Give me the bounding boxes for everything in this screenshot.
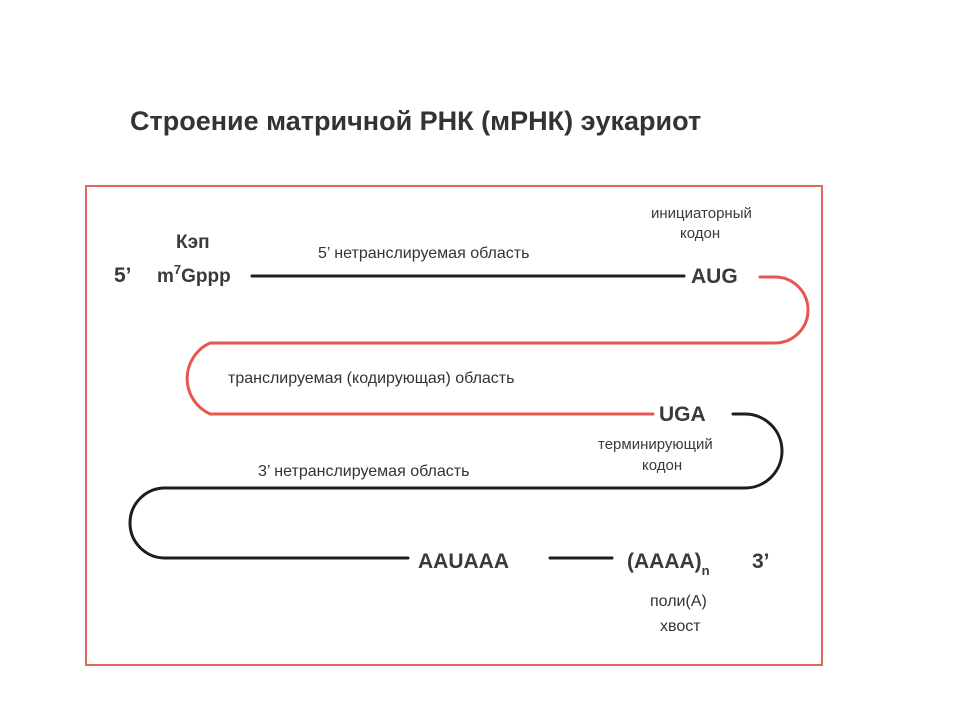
polyadenylation-signal-label: AAUAAA [418, 550, 509, 573]
cap-structure-label [157, 262, 231, 287]
three-prime-label: 3’ [752, 550, 770, 573]
start-codon-desc-line2: кодон [680, 225, 721, 242]
cap-structure-prefix: m [157, 266, 174, 287]
diagram-title: Строение матричной РНК (мРНК) эукариот [130, 106, 702, 136]
start-codon-desc-line1: инициаторный [651, 205, 752, 222]
stop-codon-desc-line1: терминирующий [598, 436, 713, 453]
cap-structure-sup: 7 [173, 262, 182, 277]
poly-a-label [627, 550, 710, 578]
stop-codon-label: UGA [659, 403, 706, 426]
coding-region-line [187, 277, 808, 414]
coding-region-label: транслируемая (кодирующая) область [228, 370, 515, 387]
cap-label: Кэп [176, 232, 210, 253]
cap-structure-suffix: Gppp [181, 266, 231, 287]
start-codon-label: AUG [691, 265, 738, 288]
stop-codon-desc-line2: кодон [642, 457, 683, 474]
utr3-label: 3’ нетранслируемая область [258, 463, 470, 480]
poly-a-subscript: n [701, 563, 710, 578]
five-prime-label: 5’ [114, 264, 132, 287]
poly-a-base: (AAAA) [627, 550, 702, 573]
poly-a-desc-line1: поли(А) [650, 593, 707, 610]
utr5-label: 5’ нетранслируемая область [318, 245, 530, 262]
poly-a-desc-line2: хвост [660, 618, 701, 635]
